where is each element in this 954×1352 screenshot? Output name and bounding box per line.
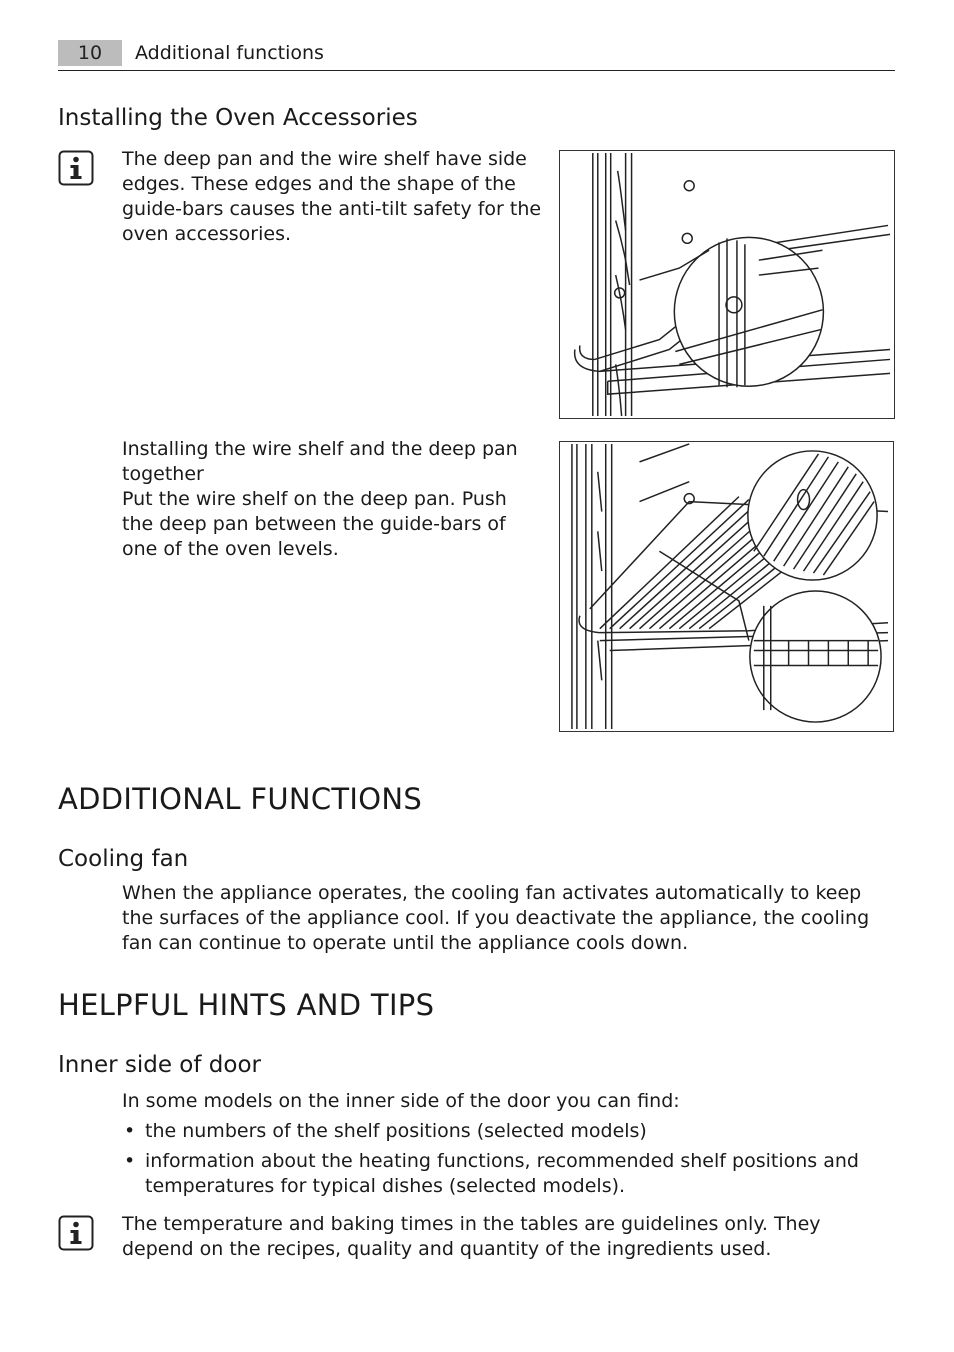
section-title: Additional functions bbox=[135, 42, 324, 64]
door-bullet-list bbox=[122, 1119, 872, 1204]
shelf-and-pan-illustration bbox=[559, 441, 894, 732]
together-title: Installing the wire shelf and the deep pan together bbox=[122, 438, 518, 485]
info-icon bbox=[58, 1215, 94, 1251]
list-item bbox=[122, 1119, 872, 1144]
info-icon bbox=[58, 150, 94, 186]
together-text: Put the wire shelf on the deep pan. Push the deep pan between the guide-bars of one of the oven levels. bbox=[122, 488, 507, 560]
install-heading: Installing the Oven Accessories bbox=[58, 105, 418, 131]
door-intro: In some models on the inner side of the door you can find: bbox=[122, 1090, 680, 1112]
cooling-heading: Cooling fan bbox=[58, 846, 189, 872]
hints-heading: HELPFUL HINTS AND TIPS bbox=[58, 988, 435, 1022]
install-note: The deep pan and the wire shelf have side edges. These edges and the shape of the guide-bars causes the anti-tilt safety for the oven accessories. bbox=[122, 148, 542, 245]
list-item-text: the numbers of the shelf positions (selected models) bbox=[145, 1120, 647, 1142]
list-item bbox=[122, 1149, 872, 1199]
hints-note: The temperature and baking times in the tables are guidelines only. They depend on the recipes, quality and quantity of the ingredients used. bbox=[122, 1213, 821, 1260]
bullet: • bbox=[124, 1120, 136, 1142]
page-number: 10 bbox=[58, 40, 122, 66]
guide-bar-illustration bbox=[559, 150, 895, 419]
list-item-text: information about the heating functions, recommended shelf positions and temperatures for typical dishes (selected models). bbox=[145, 1150, 859, 1197]
cooling-text: When the appliance operates, the cooling fan activates automatically to keep the surfaces of the appliance cool. If you deactivate the appliance, the cooling fan can continue to operate until the appliance cools down. bbox=[122, 882, 870, 954]
bullet: • bbox=[124, 1150, 136, 1172]
door-heading: Inner side of door bbox=[58, 1052, 261, 1078]
additional-heading: ADDITIONAL FUNCTIONS bbox=[58, 782, 423, 816]
header-divider bbox=[58, 70, 895, 71]
